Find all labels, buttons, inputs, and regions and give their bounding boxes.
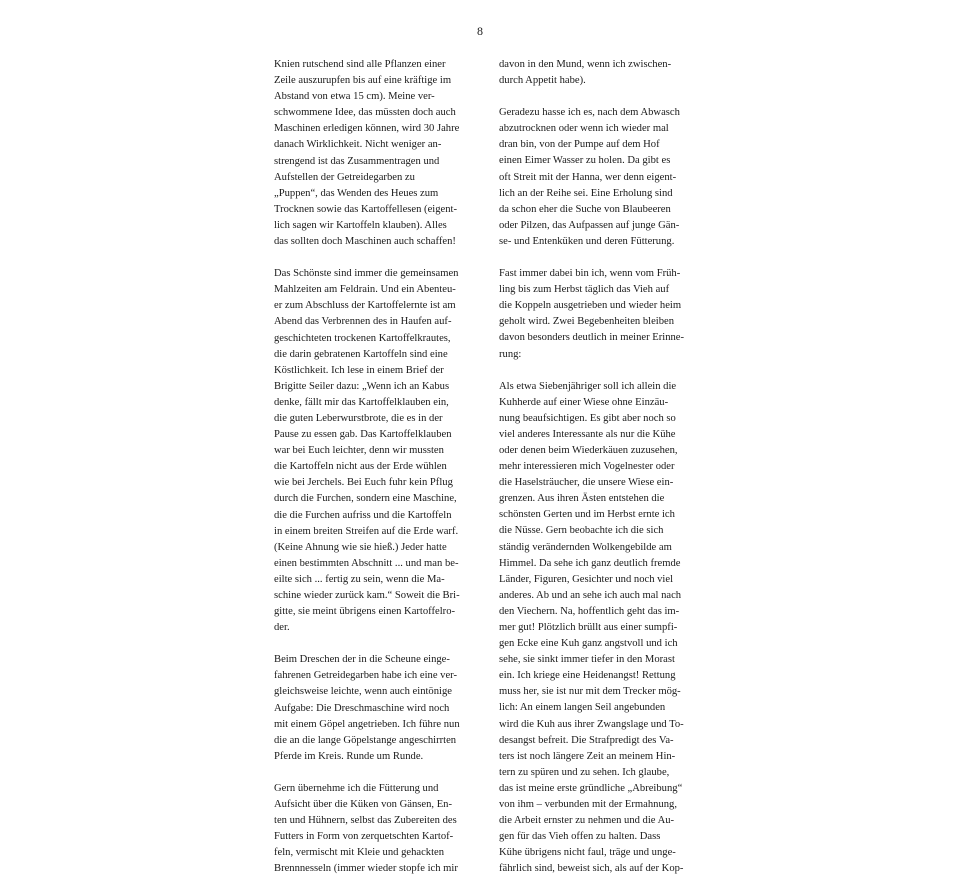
text-line: mit einem Göpel angetrieben. Ich führe nun xyxy=(274,718,460,730)
text-line: die Koppeln ausgetrieben und wieder heim xyxy=(499,300,682,312)
text-line: sehe, sie sinkt immer tiefer in den Morast xyxy=(499,654,675,666)
text-line: Himmel. Da sehe ich ganz deutlich fremde xyxy=(499,557,681,569)
text-line: tern zu spüren und zu sehen. Ich glaube, xyxy=(499,766,670,778)
text-line: muss her, sie ist nur mit dem Trecker mög- xyxy=(499,686,681,698)
text-line: Beim Dreschen der in die Scheune einge- xyxy=(274,654,450,666)
text-line: fahrenen Getreidegarben habe ich eine ver- xyxy=(274,670,458,682)
text-line: Trocknen sowie das Kartoffellesen (eigent- xyxy=(274,203,457,215)
text-line: grenzen. Aus ihren Ästen entstehen die xyxy=(499,493,665,505)
text-line: gen für das Vieh offen zu halten. Dass xyxy=(499,831,661,843)
text-line: in einem breiten Streifen auf die Erde warf. xyxy=(274,525,459,537)
text-line: die Kartoffeln nicht aus der Erde wühlen xyxy=(274,461,447,473)
text-line: Gern übernehme ich die Fütterung und xyxy=(274,782,439,794)
paragraph-gap xyxy=(499,89,699,105)
text-line: die guten Leberwurstbrote, die es in der xyxy=(274,412,443,424)
left-text-column xyxy=(274,57,474,878)
text-line: feln, vermischt mit Kleie und gehackten xyxy=(274,847,445,859)
text-line: einen Eimer Wasser zu holen. Da gibt es xyxy=(499,155,671,167)
text-line: Pause zu essen gab. Das Kartoffelklauben xyxy=(274,429,452,441)
text-line: denke, fällt mir das Kartoffelklauben ein, xyxy=(274,396,449,408)
text-line: das ist meine erste gründliche „Abreibung“ xyxy=(499,782,683,794)
page-number: 8 xyxy=(477,24,483,38)
text-line: fährlich sind, beweist sich, als auf der Kop- xyxy=(499,863,684,875)
text-line: Köstlichkeit. Ich lese in einem Brief der xyxy=(274,364,444,376)
text-line: Brigitte Seiler dazu: „Wenn ich an Kabus xyxy=(274,380,450,392)
text-line: nung beaufsichtigen. Es gibt aber noch so xyxy=(499,412,676,424)
right-text-column xyxy=(499,57,699,878)
text-line: oder denen beim Wiederkäuen zuzusehen, xyxy=(499,444,678,456)
text-line: lich sagen wir Kartoffeln klauben). Alles xyxy=(274,219,447,231)
paragraph-gap xyxy=(274,765,474,781)
text-line: se- und Entenküken und deren Fütterung. xyxy=(499,235,675,247)
paragraph-gap xyxy=(274,250,474,266)
text-line: schwommene Idee, das müssten doch auch xyxy=(274,107,456,119)
text-line: Kuhherde auf einer Wiese ohne Einzäu- xyxy=(499,396,669,408)
text-line: Maschinen erledigen können, wird 30 Jahre xyxy=(274,123,460,135)
text-line: da schon eher die Suche von Blaubeeren xyxy=(499,203,671,215)
text-line: Abend das Verbrennen des in Haufen auf- xyxy=(274,316,452,328)
text-line: dran bin, von der Pumpe auf dem Hof xyxy=(499,139,660,151)
text-line: durch Appetit habe). xyxy=(499,75,586,87)
text-line: gleichsweise leichte, wenn auch eintönige xyxy=(274,686,452,698)
text-line: den Viechern. Na, hoffentlich geht das im- xyxy=(499,605,680,617)
text-line: ein. Ich kriege eine Heidenangst! Rettung xyxy=(499,670,676,682)
text-line: er zum Abschluss der Kartoffelernte ist am xyxy=(274,300,456,312)
text-line: (Keine Ahnung wie sie hieß.) Jeder hatte xyxy=(274,541,447,553)
text-line: Mahlzeiten am Feldrain. Und ein Abenteu- xyxy=(274,284,456,296)
text-line: schine wieder zurück kam.“ Soweit die Bri- xyxy=(274,590,460,601)
text-line: abzutrocknen oder wenn ich wieder mal xyxy=(499,123,669,135)
text-line: die die Furchen aufriss und die Kartoffeln xyxy=(274,509,452,521)
text-line: mehr interessieren mich Vogelnester oder xyxy=(499,461,675,473)
text-line: lich: An einem langen Seil angebunden xyxy=(499,702,666,714)
text-line: gitte, sie meint übrigens einen Kartoffelro- xyxy=(274,606,456,618)
text-line: wird die Kuh aus ihrer Zwangslage und To- xyxy=(499,718,684,730)
text-line: geschichteten trockenen Kartoffelkrautes, xyxy=(274,332,451,344)
text-line: die Arbeit ernster zu nehmen und die Au- xyxy=(499,815,675,827)
text-line: Knien rutschend sind alle Pflanzen einer xyxy=(274,59,446,70)
text-line: Kühe übrigens nicht faul, träge und unge- xyxy=(499,847,676,859)
text-line: Zeile auszurupfen bis auf eine kräftige im xyxy=(274,75,452,87)
text-line: lich an der Reihe sei. Eine Erholung sind xyxy=(499,187,673,199)
text-line: davon besonders deutlich in meiner Erinne- xyxy=(499,332,685,344)
text-line: gen Ecke eine Kuh ganz angstvoll und ich xyxy=(499,638,678,650)
text-line: „Puppen“, das Wenden des Heues zum xyxy=(274,187,439,199)
text-line: von ihm – verbunden mit der Ermahnung, xyxy=(499,799,677,811)
text-line: Geradezu hasse ich es, nach dem Abwasch xyxy=(499,107,680,119)
text-line: Aufstellen der Getreidegarben zu xyxy=(274,171,415,183)
text-line: der. xyxy=(274,622,290,634)
text-line: ständig verändernden Wolkengebilde am xyxy=(499,541,672,553)
text-line: ling bis zum Herbst täglich das Vieh auf xyxy=(499,284,670,296)
paragraph-gap xyxy=(499,363,699,379)
text-line: ters ist noch längere Zeit an meinem Hin- xyxy=(499,750,676,762)
text-line: desangst befreit. Die Strafpredigt des Va- xyxy=(499,734,674,746)
text-line: einen bestimmten Abschnitt ... und man be- xyxy=(274,557,459,569)
text-line: Abstand von etwa 15 cm). Meine ver- xyxy=(274,91,435,103)
text-line: strengend ist das Zusammentragen und xyxy=(274,155,440,167)
text-line: danach Wirklichkeit. Nicht weniger an- xyxy=(274,139,442,151)
text-line: Fast immer dabei bin ich, wenn vom Früh- xyxy=(499,268,681,280)
text-line: die Haselsträucher, die unsere Wiese ein- xyxy=(499,477,674,489)
text-line: das sollten doch Maschinen auch schaffen! xyxy=(274,236,456,248)
text-line: wie bei Jerchels. Bei Euch fuhr kein Pflug xyxy=(274,477,453,489)
text-line: Das Schönste sind immer die gemeinsamen xyxy=(274,268,459,280)
text-line: die an die lange Göpelstange angeschirrten xyxy=(274,734,457,746)
text-line: Als etwa Siebenjähriger soll ich allein die xyxy=(499,380,677,392)
text-line: Aufsicht über die Küken von Gänsen, En- xyxy=(274,799,452,811)
text-line: durch die Furchen, sondern eine Maschine, xyxy=(274,493,457,505)
text-line: war bei Euch leichter, denn wir mussten xyxy=(274,445,444,457)
text-line: Aufgabe: Die Dreschmaschine wird noch xyxy=(274,702,450,714)
text-line: die darin gebratenen Kartoffeln sind eine xyxy=(274,348,448,360)
text-line: Länder, Figuren, Gesichter und noch viel xyxy=(499,573,674,585)
text-line: rung: xyxy=(499,348,522,360)
text-line: oft Streit mit der Hanna, wer denn eigent- xyxy=(499,171,677,183)
text-line: mer gut! Plötzlich brüllt aus einer sumpfi- xyxy=(499,622,678,633)
paragraph-gap xyxy=(274,636,474,652)
text-line: Futters in Form von zerquetschten Kartof- xyxy=(274,831,454,843)
text-line: eilte sich ... fertig zu sein, wenn die Ma- xyxy=(274,573,445,585)
text-line: oder Pilzen, das Aufpassen auf junge Gän- xyxy=(499,219,680,231)
text-line: davon in den Mund, wenn ich zwischen- xyxy=(499,59,672,70)
text-line: Pferde im Kreis. Runde um Runde. xyxy=(274,750,424,762)
text-line: schönsten Gerten und im Herbst ernte ich xyxy=(499,509,675,521)
text-line: ten und Hühnern, selbst das Zubereiten des xyxy=(274,815,457,827)
text-line: geholt wird. Zwei Begebenheiten bleiben xyxy=(499,316,675,328)
text-line: anderes. Ab und an sehe ich auch mal nach xyxy=(499,589,682,601)
text-line: viel anderes Interessante als nur die Kühe xyxy=(499,428,676,440)
text-line: Brennnesseln (immer wieder stopfe ich mir xyxy=(274,863,458,875)
text-line: die Nüsse. Gern beobachte ich die sich xyxy=(499,525,664,537)
paragraph-gap xyxy=(499,250,699,266)
